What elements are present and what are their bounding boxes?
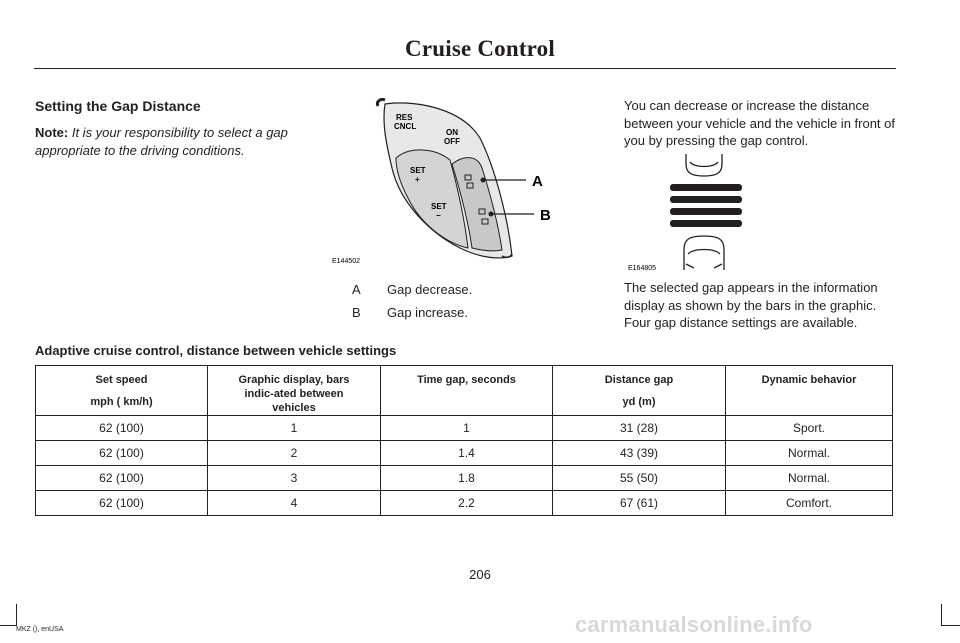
setplus-label-2: + (415, 175, 420, 184)
figure-code: E144502 (332, 258, 361, 265)
note-text: It is your responsibility to select a gap appropriate to the driving conditions. (35, 125, 288, 158)
table-row (36, 491, 893, 516)
table-cell: 1 (208, 416, 381, 441)
figure-code: E164805 (628, 265, 657, 272)
table-cell: 1.8 (381, 466, 553, 491)
watermark: carmanualsonline.info (575, 612, 813, 637)
col-header-distance-gap: Distance gap yd (m) (553, 366, 726, 416)
onoff-label-1: ON (446, 128, 458, 137)
note-label: Note: (35, 125, 69, 140)
footer-model: MKZ (), enUSA (16, 626, 64, 633)
setplus-label-1: SET (410, 166, 426, 175)
table-cell: Comfort. (726, 491, 893, 516)
wheel-rim-edge (377, 99, 385, 106)
table-title: Adaptive cruise control, distance between vehicle settings (35, 343, 397, 358)
table-cell: 62 (100) (36, 441, 208, 466)
table-cell: Sport. (726, 416, 893, 441)
res-label-1: RES (396, 113, 413, 122)
page-title: Cruise Control (405, 36, 555, 61)
col-header-graphic-display: Graphic display, bars indic-ated between vehicles (208, 366, 381, 416)
gap-display-figure (624, 150, 764, 275)
table-cell: 31 (28) (553, 416, 726, 441)
table-cell: 4 (208, 491, 381, 516)
table-cell: 1 (381, 416, 553, 441)
table-cell: 1.4 (381, 441, 553, 466)
col-header-set-speed: Set speed mph ( km/h) (36, 366, 208, 416)
callout-b-label: B (540, 207, 551, 224)
table-cell: Normal. (726, 441, 893, 466)
table-cell: 55 (50) (553, 466, 726, 491)
gap-bars (670, 184, 742, 227)
steering-controls-figure (330, 98, 560, 270)
table-row (36, 466, 893, 491)
section-heading: Setting the Gap Distance (35, 98, 201, 114)
legend-key: A (352, 282, 361, 297)
legend-value: Gap decrease. (387, 282, 473, 297)
front-vehicle-icon (686, 154, 722, 176)
table-row (36, 416, 893, 441)
settings-table (35, 365, 893, 516)
crop-mark-left-h (0, 625, 16, 626)
col-header-time-gap: Time gap, seconds (381, 366, 553, 416)
crop-mark-right-h (942, 625, 960, 626)
res-label-2: CNCL (394, 122, 417, 131)
gap-display-paragraph: The selected gap appears in the information display as shown by the bars in the graphic. Four gap distance settings are available. (624, 280, 878, 330)
table-cell: 67 (61) (553, 491, 726, 516)
setminus-label-1: SET (431, 202, 447, 211)
table-cell: 2 (208, 441, 381, 466)
crop-mark-left (16, 604, 17, 626)
crop-mark-right (941, 604, 942, 626)
page-number: 206 (469, 567, 491, 582)
col-header-dynamic-behavior: Dynamic behavior (726, 366, 893, 416)
table-header-row (36, 366, 893, 416)
table-cell: 2.2 (381, 491, 553, 516)
table-cell: 3 (208, 466, 381, 491)
gap-intro-paragraph: You can decrease or increase the distance between your vehicle and the vehicle in front of you by pressing the gap control. (624, 98, 896, 148)
legend-key: B (352, 305, 361, 320)
callout-a-dot (481, 178, 486, 183)
own-vehicle-icon (684, 236, 724, 270)
table-cell: Normal. (726, 466, 893, 491)
table-cell: 43 (39) (553, 441, 726, 466)
legend-value: Gap increase. (387, 305, 468, 320)
table-cell: 62 (100) (36, 491, 208, 516)
note-paragraph (35, 124, 325, 160)
table-cell: 62 (100) (36, 466, 208, 491)
table-row (36, 441, 893, 466)
table-cell: 62 (100) (36, 416, 208, 441)
setminus-label-2: − (436, 211, 441, 220)
callout-b-dot (489, 212, 494, 217)
callout-a-label: A (532, 173, 543, 190)
header-rule (34, 68, 896, 69)
onoff-label-2: OFF (444, 137, 460, 146)
